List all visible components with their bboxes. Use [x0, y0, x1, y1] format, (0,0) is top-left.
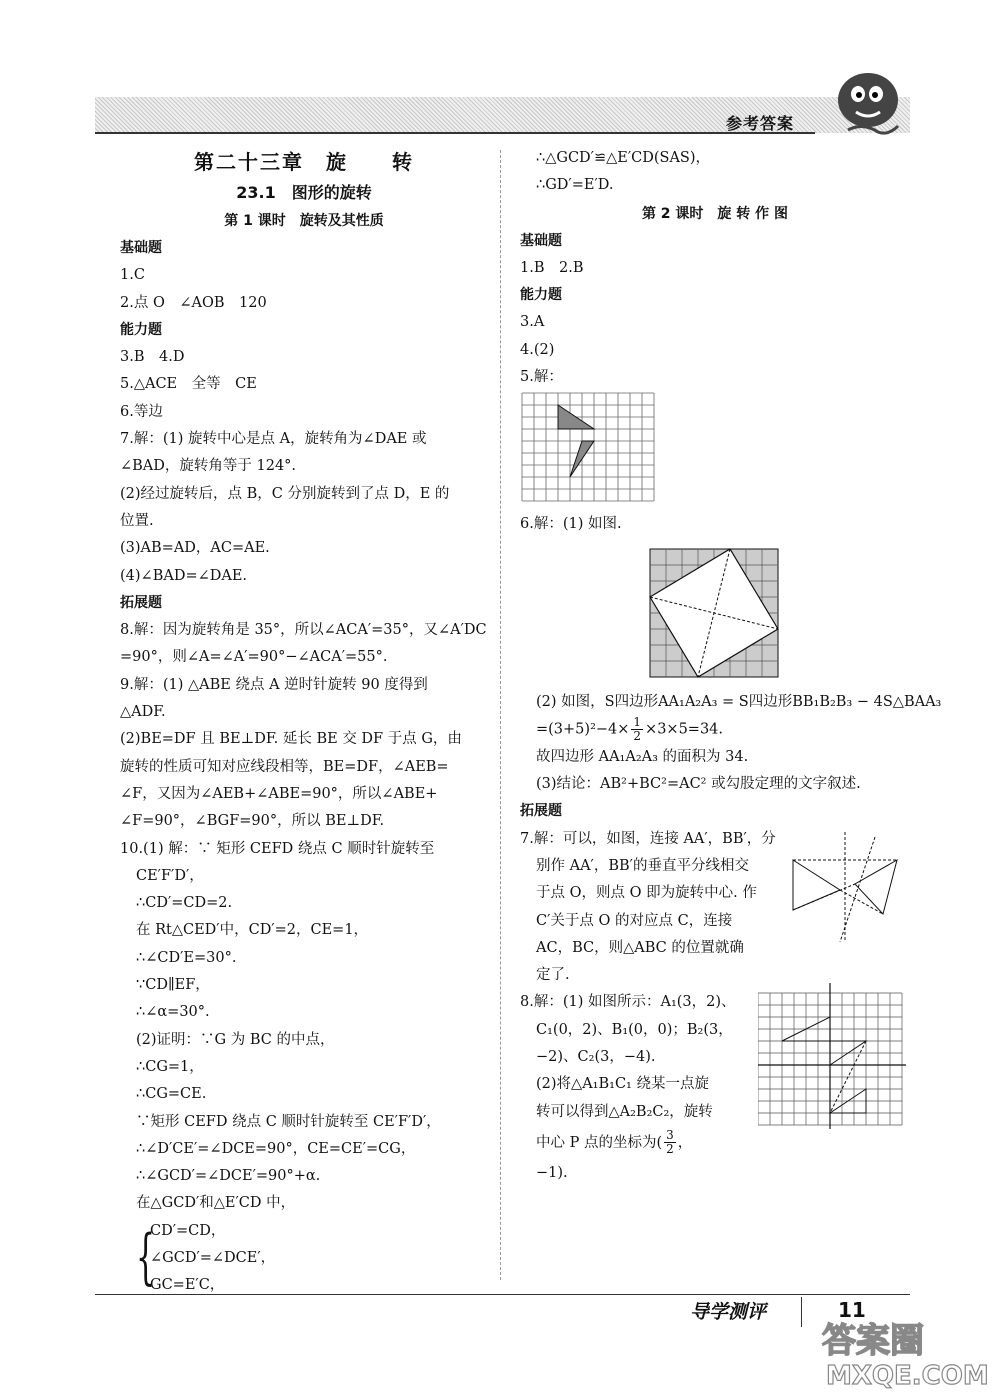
footer-separator	[801, 1297, 802, 1327]
equation-part: =(3+5)²−4×	[536, 721, 630, 738]
answer-line: 7.解：可以，如图，连接 AA′，BB′，分	[520, 830, 776, 847]
answer-line: CD′=CD，	[150, 1222, 226, 1239]
fraction-denominator: 2	[666, 1142, 674, 1157]
answer-line: =90°，则∠A=∠A′=90°−∠ACA′=55°.	[120, 649, 388, 666]
answer-line: ∴CG=1，	[136, 1058, 204, 1075]
answer-line: 1.B 2.B	[520, 259, 584, 276]
answer-line: −2)、C₂(3，−4).	[536, 1049, 656, 1066]
q6-grid-figure	[520, 541, 900, 689]
answer-line: 10.(1) 解：∵ 矩形 CEFD 绕点 C 顺时针旋转至	[120, 840, 435, 857]
svg-text:答案圈: 答案圈	[822, 1321, 924, 1361]
mascot-icon	[828, 60, 908, 140]
answer-line: 8.解：因为旋转角是 35°，所以∠ACA′=35°，又∠A′DC	[120, 622, 487, 639]
equation-part: ×3×5=34.	[645, 721, 724, 738]
answer-line: 3.A	[520, 314, 545, 331]
answer-line: ∠F，又因为∠AEB+∠ABE=90°，所以∠ABE+	[120, 785, 438, 802]
page-number: 11	[838, 1298, 866, 1322]
answer-line: 8.解：(1) 如图所示：A₁(3，2)、	[520, 994, 736, 1011]
answer-line: 2.点 O ∠AOB 120	[120, 294, 267, 311]
answer-line: (3)结论：AB²+BC²=AC² 或勾股定理的文字叙述.	[536, 776, 861, 793]
answer-line: ∴CD′=CD=2.	[136, 895, 233, 912]
fraction	[664, 1129, 676, 1156]
answer-line: 别作 AA′，BB′的垂直平分线相交	[536, 857, 749, 874]
answer-line: 在 Rt△CED′中，CD′=2，CE=1，	[136, 922, 369, 939]
right-column	[520, 145, 942, 1187]
answer-line: 7.解：(1) 旋转中心是点 A，旋转角为∠DAE 或	[120, 431, 427, 448]
answer-line: 1.C	[120, 267, 145, 284]
answer-line: AC，BC，则△ABC 的位置就确	[536, 939, 744, 956]
footer-rule	[95, 1294, 910, 1295]
answer-line: ∴∠D′CE′=∠DCE=90°，CE=CE′=CG，	[136, 1140, 416, 1157]
basic-heading: 基础题	[520, 232, 562, 249]
ability-heading: 能力题	[520, 287, 562, 304]
answer-line: ∠GCD′=∠DCE′，	[150, 1249, 276, 1266]
answer-line: 3.B 4.D	[120, 349, 185, 366]
extend-heading: 拓展题	[120, 594, 162, 611]
answer-line: 6.解：(1) 如图.	[520, 516, 622, 533]
answer-line: 在△GCD′和△E′CD 中，	[136, 1195, 296, 1212]
ability-heading: 能力题	[120, 321, 162, 338]
section-title: 23.1 图形的旋转	[236, 183, 372, 202]
brace-symbol: {	[136, 1221, 156, 1292]
answer-line: −1).	[536, 1164, 568, 1181]
answer-line: ∴GD′=E′D.	[536, 177, 614, 194]
left-column	[120, 145, 488, 1300]
chapter-title: 第二十三章 旋 转	[194, 150, 414, 174]
svg-text:MXQE.COM: MXQE.COM	[826, 1361, 989, 1390]
answer-line: ∴CG=CE.	[136, 1086, 207, 1103]
answer-line: 4.(2)	[520, 341, 555, 358]
answer-line: △ADF.	[120, 704, 166, 721]
q7-rotation-figure	[785, 832, 910, 957]
answer-line: C₁(0，2)、B₁(0，0)；B₂(3，	[536, 1021, 733, 1038]
column-divider	[500, 150, 501, 1280]
answer-line: C′关于点 O 的对应点 C，连接	[536, 912, 733, 929]
answer-line: ∵矩形 CEFD 绕点 C 顺时针旋转至 CE′F′D′，	[136, 1113, 441, 1130]
answer-line: 故四边形 AA₁A₂A₃ 的面积为 34.	[536, 748, 749, 765]
answer-line	[520, 716, 910, 744]
lesson-title: 第 1 课时 旋转及其性质	[224, 213, 384, 229]
answer-line: 位置.	[120, 512, 154, 529]
answer-line: (4)∠BAD=∠DAE.	[120, 567, 248, 584]
q7-block	[520, 826, 910, 990]
brace-system	[120, 1218, 488, 1300]
answer-line: (2)经过旋转后，点 B，C 分别旋转到了点 D，E 的	[120, 485, 450, 502]
answer-line: GC=E′C，	[150, 1277, 225, 1294]
header-title: 参考答案	[726, 114, 795, 133]
answer-line: ∠BAD，旋转角等于 124°.	[120, 458, 297, 475]
answer-line: 5.△ACE 全等 CE	[120, 376, 257, 393]
q8-block	[520, 989, 910, 1187]
coordinate-text: 中心 P 点的坐标为(	[536, 1134, 663, 1151]
answer-line: ∴∠CD′E=30°.	[136, 949, 237, 966]
answer-line: 定了.	[536, 967, 570, 984]
answer-line: 转可以得到△A₂B₂C₂，旋转	[536, 1103, 713, 1120]
answer-line: ∠F=90°，∠BGF=90°，所以 BE⊥DF.	[120, 813, 385, 830]
answer-line: ∵CD∥EF，	[136, 977, 210, 994]
header-rule	[95, 132, 815, 134]
extend-heading: 拓展题	[520, 803, 562, 820]
answer-line: CE′F′D′，	[136, 867, 204, 884]
answer-line: 旋转的性质可知对应线段相等，BE=DF，∠AEB=	[120, 758, 449, 775]
answer-line: (2)BE=DF 且 BE⊥DF. 延长 BE 交 DF 于点 G，由	[120, 731, 462, 748]
fraction-numerator: 3	[666, 1128, 674, 1143]
answer-line: 于点 O，则点 O 即为旋转中心. 作	[536, 885, 757, 902]
answer-line: ∴∠α=30°.	[136, 1004, 210, 1021]
fraction	[631, 716, 643, 743]
answer-line: 6.等边	[120, 403, 163, 420]
q8-coordinate-figure	[758, 981, 908, 1139]
answer-line: (3)AB=AD，AC=AE.	[120, 540, 270, 557]
answer-line: ∴△GCD′≌△E′CD(SAS)，	[536, 150, 711, 166]
answer-line: 9.解：(1) △ABE 绕点 A 逆时针旋转 90 度得到	[120, 676, 428, 693]
answer-line: (2)证明：∵G 为 BC 的中点，	[136, 1031, 335, 1048]
answer-line: 5.解：	[520, 369, 563, 386]
fraction-denominator: 2	[633, 728, 642, 743]
lesson-title: 第 2 课时 旋 转 作 图	[641, 205, 789, 222]
q5-grid-figure	[520, 391, 660, 511]
basic-heading: 基础题	[120, 240, 162, 256]
fraction-numerator: 1	[633, 714, 642, 729]
footer-brand: 导学测评	[690, 1301, 767, 1323]
coordinate-text: ，	[677, 1134, 693, 1151]
watermark-logo	[818, 1316, 994, 1390]
answer-line: ∴∠GCD′=∠DCE′=90°+α.	[136, 1168, 321, 1185]
answer-line: (2) 如图，S四边形AA₁A₂A₃ = S四边形BB₁B₂B₃ − 4S△BAA₃	[536, 693, 942, 710]
answer-line: (2)将△A₁B₁C₁ 绕某一点旋	[536, 1076, 709, 1093]
